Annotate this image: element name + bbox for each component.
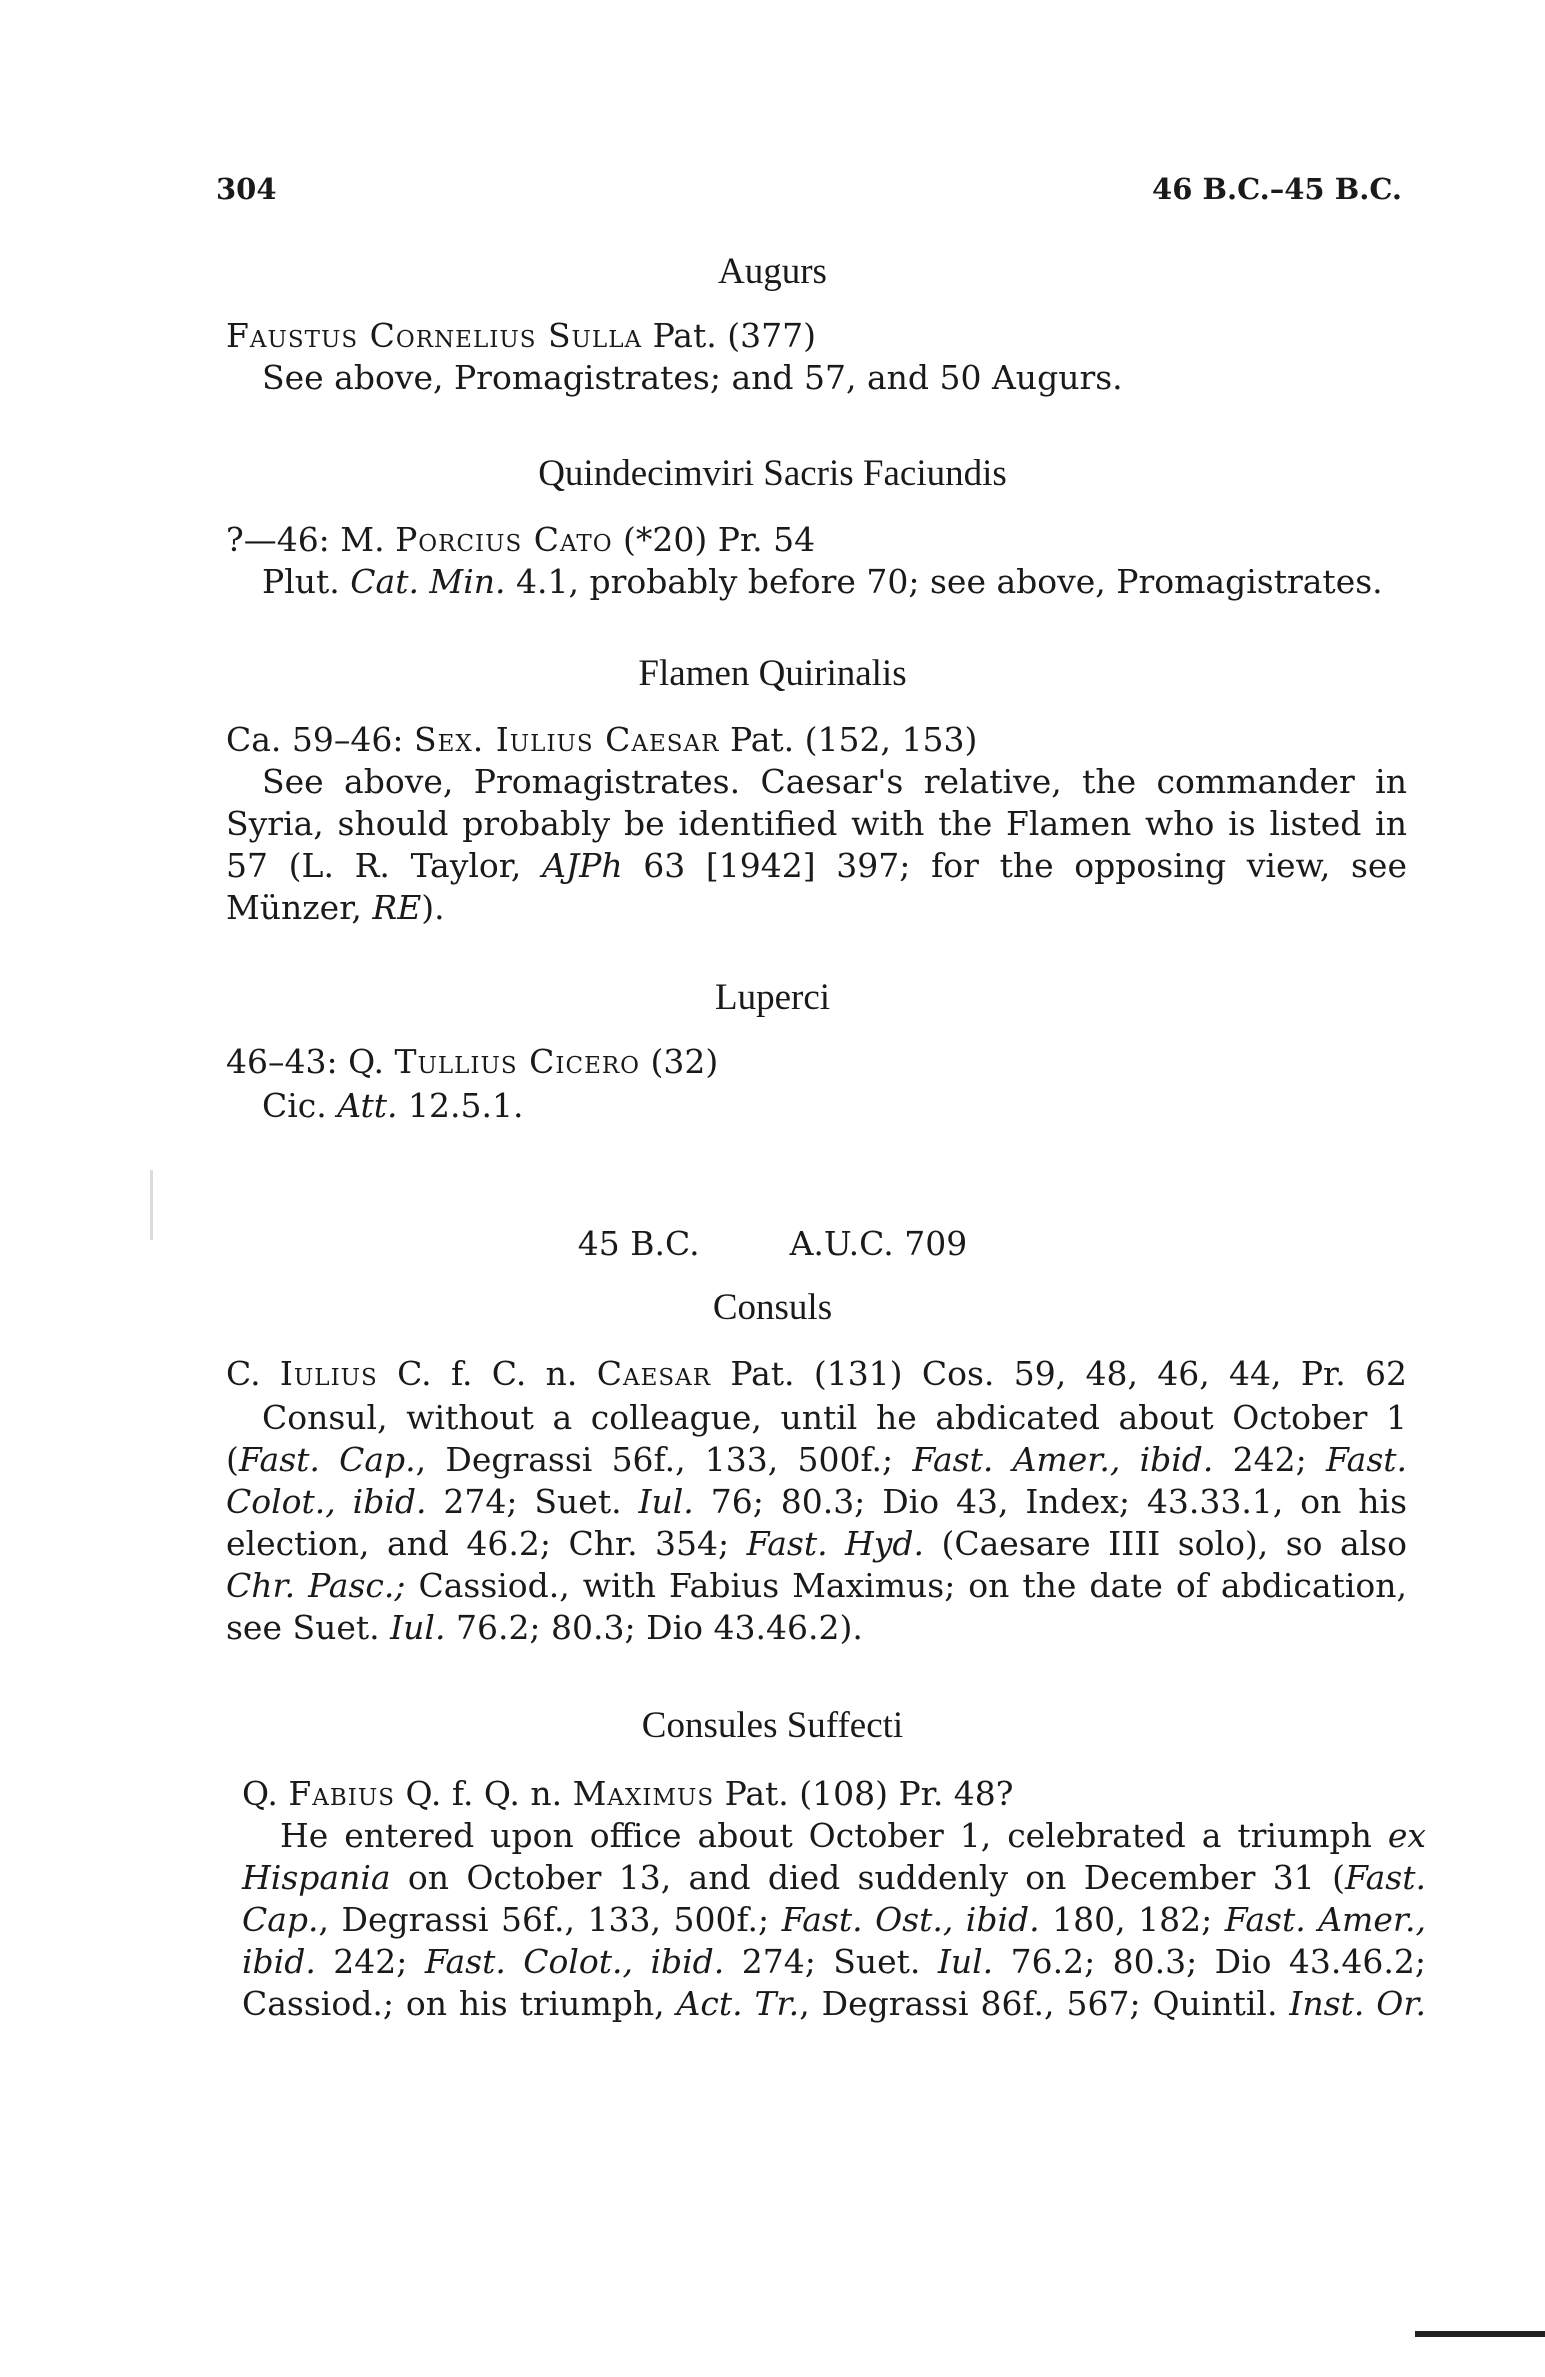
note-text: Cic. (262, 1086, 338, 1125)
note-citation: Fast. Amer., (1224, 1900, 1426, 1939)
note-text: Cassiod., with Fabius Maximus; on the date of abdication, (405, 1566, 1407, 1605)
note-citation: Cat. Min. (350, 562, 506, 601)
note-text: 57 (L. R. Taylor, (226, 846, 543, 885)
consuls-note-line-4 (226, 1522, 1407, 1566)
person-name: Porcius Cato (395, 520, 613, 559)
note-citation: Fast. Cap. (238, 1440, 416, 1479)
suffecti-note-line-1 (280, 1814, 1426, 1858)
note-citation: Colot., ibid. (226, 1482, 427, 1521)
person-name: Fabius (288, 1774, 396, 1813)
person-cognomen: Maximus (572, 1774, 715, 1813)
consuls-note-line-3 (226, 1480, 1407, 1524)
consuls-note-line-1: Consul, without a colleague, until he abdicated about October 1 (262, 1398, 1407, 1437)
date-range: 46 B.C.–45 B.C. (1152, 172, 1402, 206)
flamen-note-line-3 (226, 844, 1407, 888)
year-auc: A.U.C. 709 (789, 1224, 968, 1263)
person-name: Sex. Iulius Caesar (414, 720, 720, 759)
note-citation: Chr. Pasc.; (226, 1566, 406, 1605)
note-citation: Fast. (1325, 1440, 1408, 1479)
note-text: 4.1, probably before 70; see above, Promagistrates. (505, 562, 1383, 601)
consuls-note-line-6 (226, 1606, 863, 1650)
note-text: 76.2; 80.3; Dio 43.46.2; (993, 1942, 1427, 1981)
note-citation: Iul. (390, 1608, 446, 1647)
note-citation: RE (372, 888, 422, 927)
note-text: 63 [1942] 397; for the opposing view, see (622, 846, 1407, 885)
note-text: 274; Suet. (426, 1482, 639, 1521)
flamen-note-line-1: See above, Promagistrates. Caesar's relative, the commander in (262, 762, 1407, 801)
note-text: ( (226, 1440, 239, 1479)
running-head (216, 172, 1402, 212)
suffecti-note-line-3 (242, 1898, 1426, 1942)
section-heading-suffecti: Consules Suffecti (641, 1705, 904, 1746)
entry-prefix: ?—46: M. (226, 520, 396, 559)
person-name: Faustus Cornelius Sulla (226, 316, 643, 355)
note-text: see Suet. (226, 1608, 391, 1647)
note-text: He entered upon office about October 1, celebrated a triumph (280, 1816, 1388, 1855)
note-text: (Caesare IIII solo), so also (924, 1524, 1407, 1563)
person-name: Iulius (279, 1354, 378, 1393)
entry-prefix: Q. (242, 1774, 289, 1813)
note-text: Münzer, (226, 888, 373, 927)
note-citation: Iul. (638, 1482, 694, 1521)
entry-prefix: 46–43: Q. (226, 1042, 395, 1081)
year-heading (0, 1222, 1545, 1266)
entry-prefix: C. (226, 1354, 280, 1393)
note-citation: Hispania (242, 1858, 391, 1897)
augurs-entry-note: See above, Promagistrates; and 57, and 50 Augurs. (262, 358, 1123, 397)
filiation: C. f. C. n. (377, 1354, 597, 1393)
note-citation: Inst. Or. (1289, 1984, 1426, 2023)
note-citation: Cap. (242, 1900, 319, 1939)
note-text: Cassiod.; on his triumph, (242, 1984, 677, 2023)
suffecti-note-line-2 (242, 1856, 1426, 1900)
note-citation: ex (1387, 1816, 1426, 1855)
note-citation: Fast. Hyd. (746, 1524, 925, 1563)
entry-details: Pat. (377) (642, 316, 816, 355)
note-text: 242; (1213, 1440, 1326, 1479)
note-citation: Fast. Colot., ibid. (424, 1942, 725, 1981)
entry-details: (*20) Pr. 54 (612, 520, 816, 559)
note-citation: Fast. Amer., ibid. (912, 1440, 1214, 1479)
note-citation: Fast. Ost., ibid. (781, 1900, 1040, 1939)
scan-artifact (1415, 2331, 1545, 2337)
suffecti-entry-name-line (242, 1772, 1014, 1816)
note-text: election, and 46.2; Chr. 354; (226, 1524, 747, 1563)
note-text: , Degrassi 86f., 567; Quintil. (799, 1984, 1290, 2023)
note-text: 76; 80.3; Dio 43, Index; 43.33.1, on his (693, 1482, 1408, 1521)
note-citation: Act. Tr. (676, 1984, 800, 2023)
consuls-note-line-2 (226, 1438, 1407, 1482)
scan-artifact (150, 1170, 153, 1240)
section-heading-quindecimviri: Quindecimviri Sacris Faciundis (538, 453, 1007, 494)
note-citation: Fast. (1344, 1858, 1426, 1897)
quindecimviri-entry-note (262, 560, 1383, 604)
quindecimviri-entry-name-line (226, 518, 815, 562)
section-heading-luperci: Luperci (714, 977, 831, 1018)
note-text: 12.5.1. (397, 1086, 524, 1125)
entry-details: Pat. (152, 153) (719, 720, 978, 759)
suffecti-note-line-4 (242, 1940, 1426, 1984)
note-text: 76.2; 80.3; Dio 43.46.2). (445, 1608, 863, 1647)
note-text: on October 13, and died suddenly on December 31 ( (390, 1858, 1345, 1897)
section-heading-flamen: Flamen Quirinalis (638, 653, 907, 694)
entry-details: (32) (640, 1042, 719, 1081)
consuls-entry-name-line (226, 1352, 1407, 1396)
note-text: , Degrassi 56f., 133, 500f.; (415, 1440, 913, 1479)
note-citation: Att. (337, 1086, 398, 1125)
suffecti-note-line-5 (242, 1982, 1426, 2026)
note-citation: ibid. (242, 1942, 316, 1981)
person-name: Tullius Cicero (394, 1042, 641, 1081)
entry-details: Pat. (108) Pr. 48? (714, 1774, 1014, 1813)
year-bc: 45 B.C. (577, 1224, 700, 1263)
flamen-note-line-4 (226, 886, 445, 930)
note-text: 274; Suet. (724, 1942, 938, 1981)
filiation: Q. f. Q. n. (395, 1774, 573, 1813)
section-heading-augurs: Augurs (718, 251, 827, 292)
note-text: , Degrassi 56f., 133, 500f.; (318, 1900, 782, 1939)
entry-details: Pat. (131) Cos. 59, 48, 46, 44, Pr. 62 (711, 1354, 1407, 1393)
note-text: 180, 182; (1039, 1900, 1225, 1939)
section-heading-consuls: Consuls (712, 1287, 833, 1328)
note-text: 242; (315, 1942, 425, 1981)
note-citation: AJPh (542, 846, 623, 885)
note-text: Plut. (262, 562, 351, 601)
entry-prefix: Ca. 59–46: (226, 720, 414, 759)
page-number: 304 (216, 172, 277, 206)
consuls-note-line-5 (226, 1564, 1407, 1608)
note-text: ). (421, 888, 445, 927)
flamen-note-line-2: Syria, should probably be identified with the Flamen who is listed in (226, 804, 1407, 843)
note-citation: Iul. (937, 1942, 994, 1981)
augurs-entry-name-line (226, 314, 816, 358)
luperci-entry-note (262, 1084, 523, 1128)
person-cognomen: Caesar (596, 1354, 712, 1393)
luperci-entry-name-line (226, 1040, 718, 1084)
flamen-entry-name-line (226, 718, 977, 762)
